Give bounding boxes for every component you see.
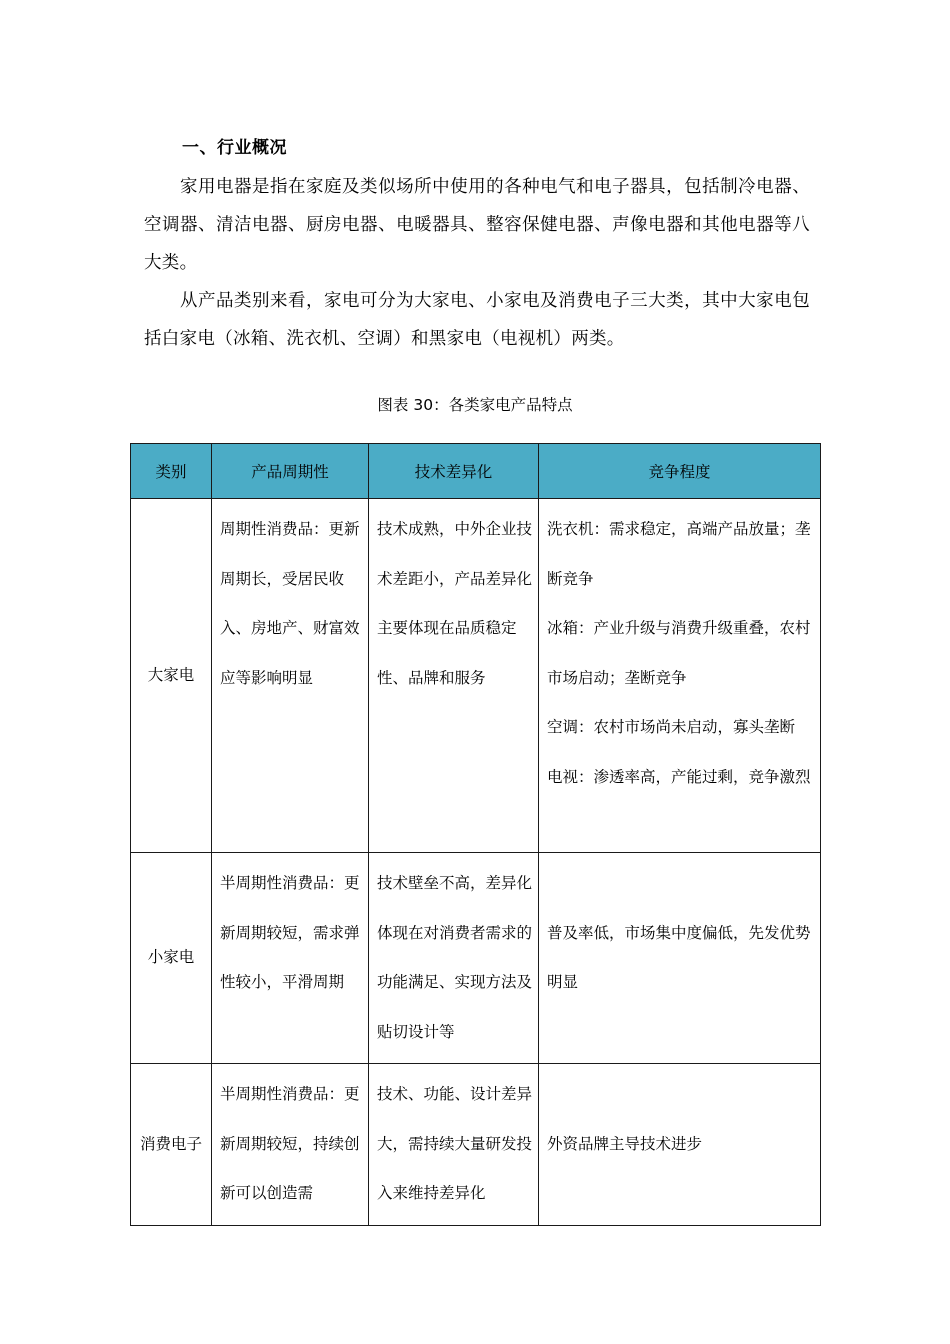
- cell-cycle: 周期性消费品：更新周期长，受居民收入、房地产、财富效应等影响明显: [212, 499, 369, 853]
- table-caption: 图表 30：各类家电产品特点: [377, 396, 573, 414]
- competition-line: 普及率低，市场集中度偏低，先发优势明显: [547, 923, 811, 991]
- cell-competition: [539, 1064, 821, 1226]
- cell-cycle: 半周期性消费品：更新周期较短，需求弹性较小，平滑周期: [212, 853, 369, 1064]
- header-cycle: 产品周期性: [212, 444, 369, 499]
- header-category: 类别: [131, 444, 212, 499]
- competition-line: 空调：农村市场尚未启动，寡头垄断: [547, 718, 796, 736]
- competition-line: 冰箱：产业升级与消费升级重叠，农村市场启动；垄断竞争: [547, 619, 811, 687]
- intro-paragraph: 家用电器是指在家庭及类似场所中使用的各种电气和电子器具，包括制冷电器、空调器、清洁电器、厨房电器、电暖器具、整容保健电器、声像电器和其他电器等八大类。: [144, 177, 810, 273]
- table-row: [131, 853, 821, 1064]
- table-row: [131, 499, 821, 853]
- cell-competition: [539, 499, 821, 853]
- cell-category: 大家电: [131, 499, 212, 853]
- cell-category: 小家电: [131, 853, 212, 1064]
- competition-line: 外资品牌主导技术进步: [547, 1134, 703, 1153]
- competition-line: 电视：渗透率高，产能过剩，竞争激烈: [547, 767, 811, 786]
- table-header-row: [131, 444, 821, 499]
- appliance-feature-table: [130, 443, 821, 1226]
- cell-tech: 技术成熟，中外企业技术差距小，产品差异化主要体现在品质稳定性、品牌和服务: [369, 499, 539, 853]
- cell-tech: 技术壁垒不高，差异化体现在对消费者需求的功能满足、实现方法及贴切设计等: [369, 853, 539, 1064]
- cell-tech: 技术、功能、设计差异大，需持续大量研发投入来维持差异化: [369, 1064, 539, 1226]
- category-paragraph: 从产品类别来看，家电可分为大家电、小家电及消费电子三大类，其中大家电包括白家电（冰箱、洗衣机、空调）和黑家电（电视机）两类。: [144, 291, 810, 349]
- competition-line: 洗衣机：需求稳定，高端产品放量；垄断竞争: [547, 520, 811, 588]
- header-competition: 竞争程度: [539, 444, 821, 499]
- section-heading: 一、行业概况: [182, 138, 287, 158]
- cell-category: 消费电子: [131, 1064, 212, 1226]
- cell-cycle: 半周期性消费品：更新周期较短，持续创新可以创造需: [212, 1064, 369, 1226]
- cell-competition: [539, 853, 821, 1064]
- header-tech: 技术差异化: [369, 444, 539, 499]
- table-row: [131, 1064, 821, 1226]
